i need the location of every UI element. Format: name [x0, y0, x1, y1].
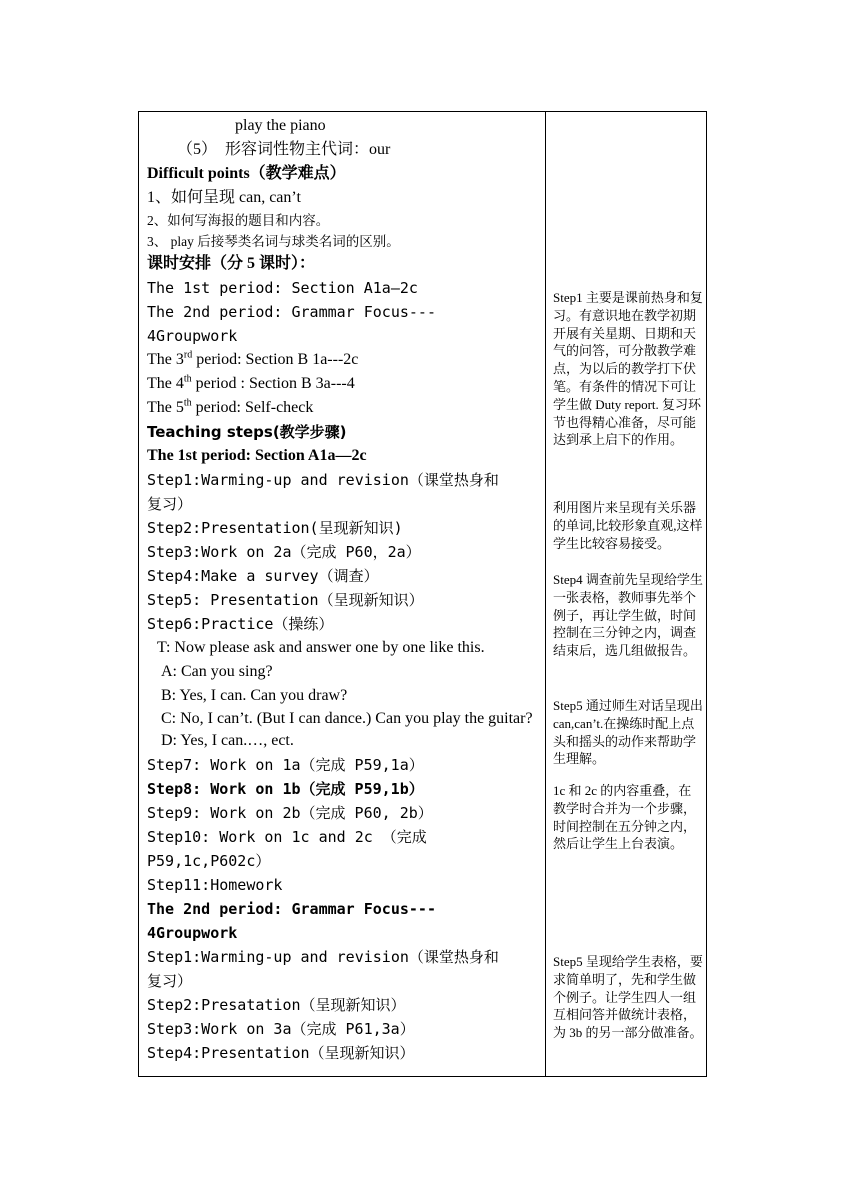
ordinal-suffix: th	[183, 373, 192, 385]
step-line: Step4:Make a survey（调查）	[147, 567, 379, 585]
period2-heading: The 2nd period: Grammar Focus---	[147, 900, 436, 918]
step-line: Step9: Work on 2b（完成 P60, 2b）	[147, 804, 433, 822]
main-content-column	[147, 114, 541, 1065]
difficult-points-heading: Difficult points（教学难点）	[147, 165, 346, 182]
period-line	[147, 372, 541, 396]
note-step1: Step1 主要是课前热身和复习。有意识地在教学初期开展有关星期、日期和天气的问答，可分散教学难点，为以后的教学打下伏笔。有条件的情况下可让学生做 Duty report. 复习环节也得精心准备，尽可能达到承上启下的作用。	[553, 290, 703, 448]
note-1c-2c: 1c 和 2c 的内容重叠，在教学时合并为一个步骤，时间控制在五分钟之内，然后让学生上台表演。	[553, 783, 697, 852]
step-line: Step11:Homework	[147, 876, 283, 894]
period-line: 4Groupwork	[147, 327, 238, 345]
step-line: Step2:Presatation（呈现新知识）	[147, 996, 406, 1014]
step-line: Step5: Presentation（呈现新知识）	[147, 591, 424, 609]
step-line: Step1:Warming-up and revision（课堂热身和	[147, 471, 499, 489]
note-pictures: 利用图片来呈现有关乐器的单词,比较形象直观,这样学生比较容易接受。	[553, 500, 703, 551]
period-text: The 3	[147, 351, 184, 368]
step-line: P59,1c,P602c）	[147, 852, 271, 870]
step-line: Step4:Presentation（呈现新知识）	[147, 1044, 415, 1062]
period2-heading: 4Groupwork	[147, 924, 238, 942]
step-line: Step8: Work on 1b（完成 P59,1b）	[147, 780, 424, 798]
text-line: （5） 形容词性物主代词：our	[177, 141, 391, 158]
teaching-steps-heading: Teaching steps(教学步骤)	[147, 423, 347, 441]
difficult-point: 3、 play 后接琴类名词与球类名词的区别。	[147, 234, 400, 249]
dialogue-line: D: Yes, I can.…, ect.	[161, 732, 294, 749]
difficult-point: 2、如何写海报的题目和内容。	[147, 213, 330, 228]
step-line: 复习）	[147, 972, 193, 990]
note-step4: Step4 调查前先呈现给学生一张表格，教师事先举个例子，再让学生做，时间控制在三分钟之内，调查结束后，选几组做报告。	[553, 572, 703, 659]
period-text: The 5	[147, 399, 184, 416]
step-line: 复习）	[147, 495, 193, 513]
note-period2-step5: Step5 呈现给学生表格，要求简单明了，先和学生做个例子。让学生四人一组互相问答并做统计表格，为 3b 的另一部分做准备。	[553, 954, 703, 1041]
step-line: Step10: Work on 1c and 2c （完成	[147, 828, 427, 846]
ordinal-suffix: th	[183, 397, 192, 409]
dialogue-line: T: Now please ask and answer one by one like this.	[157, 639, 485, 656]
period-text: period: Self-check	[191, 399, 314, 416]
schedule-heading: 课时安排（分 5 课时）：	[147, 255, 316, 272]
ordinal-suffix: rd	[183, 349, 193, 361]
period-text: The 4	[147, 375, 184, 392]
step-line: Step3:Work on 3a（完成 P61,3a）	[147, 1020, 415, 1038]
period-line	[147, 348, 541, 372]
period1-heading: The 1st period: Section A1a—2c	[147, 447, 367, 464]
period-line: The 1st period: Section A1a—2c	[147, 279, 418, 297]
note-step5: Step5 通过师生对话呈现出 can,can’t.在操练时配上点头和摇头的动作来帮助学生理解。	[553, 698, 703, 767]
step-line: Step1:Warming-up and revision（课堂热身和	[147, 948, 499, 966]
lesson-plan-table	[138, 111, 707, 1077]
period-line	[147, 396, 541, 420]
period-text: period: Section B 1a---2c	[192, 351, 359, 368]
period-text: period : Section B 3a---4	[191, 375, 355, 392]
step-line: Step7: Work on 1a（完成 P59,1a）	[147, 756, 424, 774]
step-line: Step2:Presentation(呈现新知识)	[147, 519, 403, 537]
dialogue-line: C: No, I can’t. (But I can dance.) Can you play the guitar?	[161, 710, 533, 727]
step-line: Step3:Work on 2a（完成 P60，2a）	[147, 543, 421, 561]
dialogue-line: A: Can you sing?	[161, 663, 273, 680]
text-line: play the piano	[235, 117, 326, 134]
period-line: The 2nd period: Grammar Focus---	[147, 303, 436, 321]
dialogue-line: B: Yes, I can. Can you draw?	[161, 687, 348, 704]
column-divider	[545, 112, 546, 1076]
step-line: Step6:Practice（操练）	[147, 615, 334, 633]
difficult-point: 1、如何呈现 can, can’t	[147, 189, 301, 206]
